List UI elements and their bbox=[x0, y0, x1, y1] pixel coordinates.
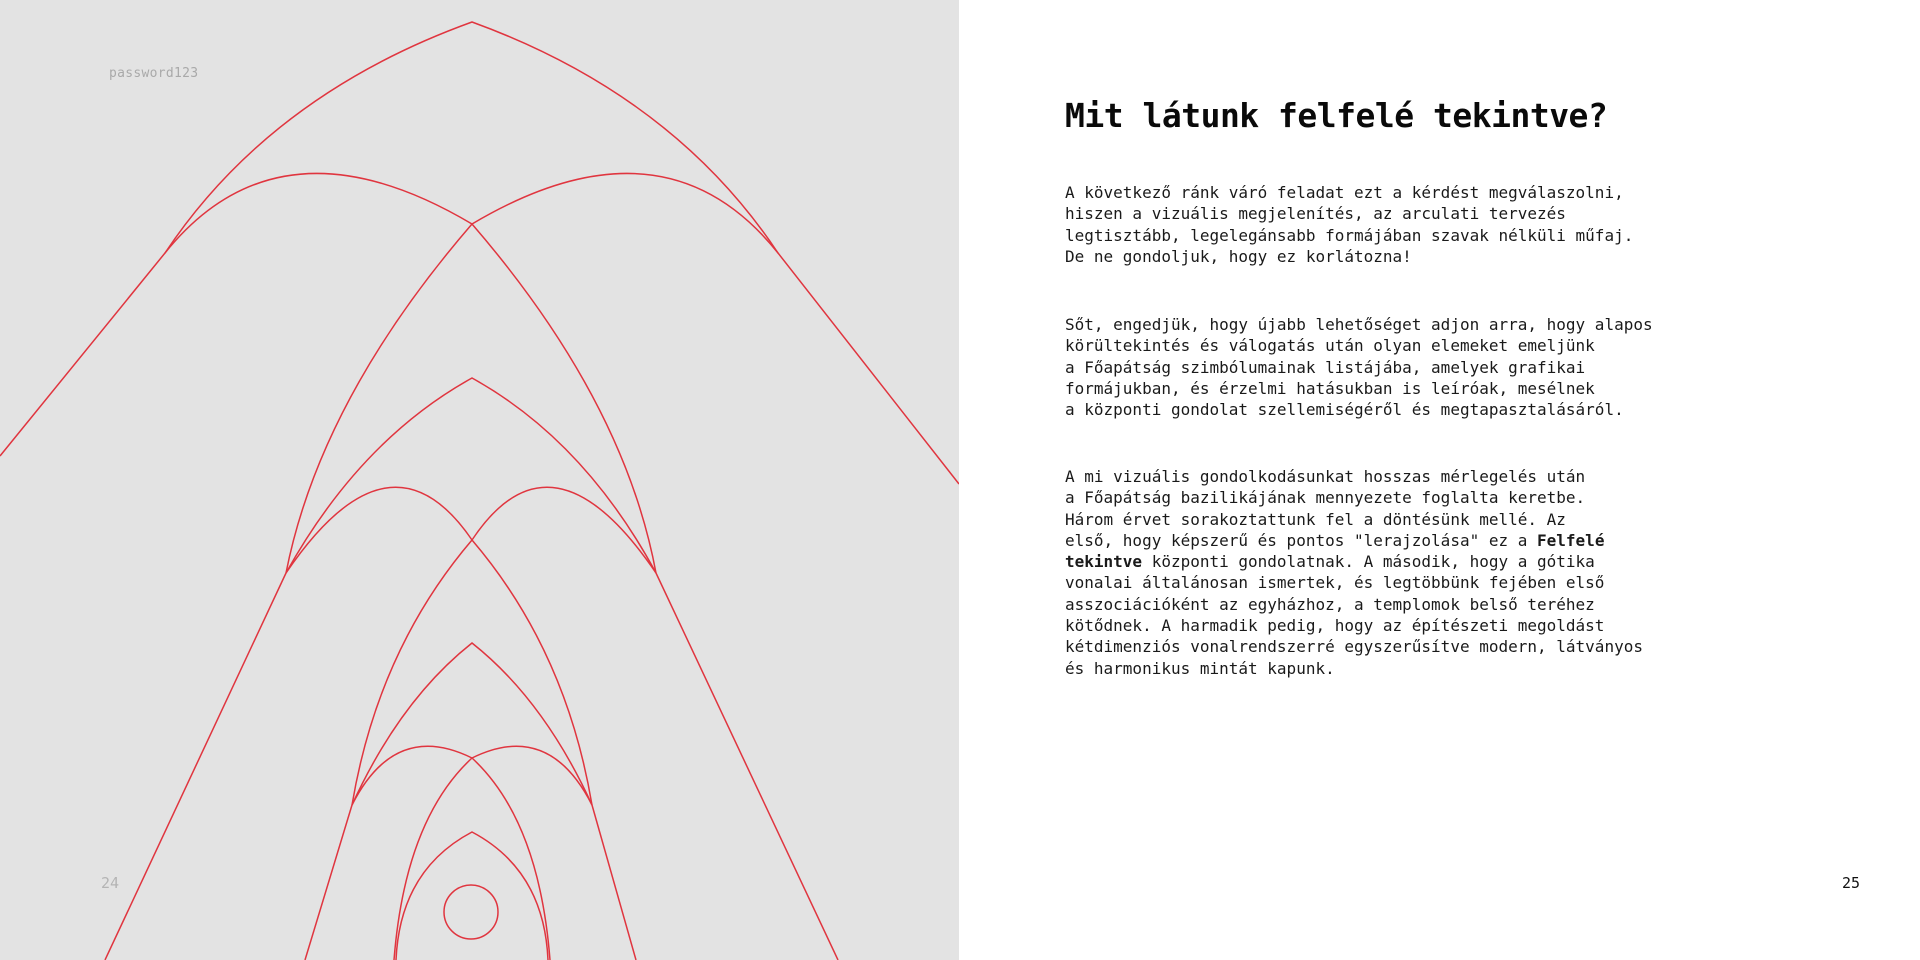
watermark-text: password123 bbox=[109, 66, 199, 81]
low-right-wall bbox=[592, 805, 636, 960]
left-wall-line bbox=[105, 573, 286, 960]
paragraph-line: a Főapátság szimbólumainak listájába, amelyek grafikai bbox=[1065, 357, 1586, 377]
lower-left-rib bbox=[352, 540, 472, 805]
main-left-rib bbox=[286, 224, 472, 573]
upper-right-arch bbox=[472, 173, 778, 253]
inner-arch bbox=[396, 832, 548, 960]
paragraph-line: Sőt, engedjük, hogy újabb lehetőséget adjon arra, hogy alapos bbox=[1065, 315, 1653, 334]
low-right-lobe bbox=[472, 746, 592, 805]
paragraph-line: körültekintés és válogatás után olyan elemeket emeljünk bbox=[1065, 336, 1595, 356]
lower-right-rib bbox=[472, 540, 592, 805]
vault-illustration bbox=[0, 0, 959, 960]
paragraph-line: és harmonikus mintát kapunk. bbox=[1065, 658, 1335, 678]
low-left-wall bbox=[305, 805, 352, 960]
emphasis-text: tekintve bbox=[1065, 552, 1143, 572]
line-text: első, hogy képszerű és pontos "lerajzolása" ez a bbox=[1065, 530, 1538, 550]
paragraph-line: Három érvet sorakoztattunk fel a döntésünk mellé. Az bbox=[1065, 509, 1566, 529]
keystone-circle bbox=[444, 885, 498, 939]
paragraph-line: formájukban, és érzelmi hatásukban is leíróak, mesélnek bbox=[1065, 378, 1595, 398]
low-left-lobe bbox=[352, 746, 472, 805]
left-page bbox=[0, 0, 959, 960]
paragraph-line: legtisztább, legelegánsabb formájában szavak nélküli műfaj. bbox=[1065, 225, 1634, 245]
paragraph-line: hiszen a vizuális megjelenítés, az arculati tervezés bbox=[1065, 204, 1566, 224]
inner-left-rib bbox=[394, 758, 472, 960]
mid-right-lobe bbox=[472, 487, 656, 573]
right-wall-line bbox=[656, 573, 838, 960]
upper-left-arch bbox=[165, 173, 472, 253]
paragraph-line: kétdimenziós vonalrendszerré egyszerűsítve modern, látványos bbox=[1065, 637, 1643, 657]
paragraph-line: a központi gondolat szellemiségéről és megtapasztalásáról. bbox=[1065, 400, 1624, 420]
mid-arch bbox=[286, 378, 656, 573]
paragraph-line: A mi vizuális gondolkodásunkat hosszas mérlegelés után bbox=[1065, 467, 1586, 486]
paragraph-line: kötődnek. A harmadik pedig, hogy az építészeti megoldást bbox=[1065, 616, 1605, 636]
inner-right-rib bbox=[472, 758, 550, 960]
paragraph-1 bbox=[1065, 182, 1865, 267]
main-right-rib bbox=[472, 224, 656, 573]
paragraph-3 bbox=[1065, 466, 1865, 679]
paragraph-line: asszociációként az egyházhoz, a templomok belső teréhez bbox=[1065, 594, 1595, 614]
paragraph-line: A következő ránk váró feladat ezt a kérdést megválaszolni, bbox=[1065, 183, 1624, 202]
paragraph-line bbox=[1065, 530, 1865, 551]
paragraph-line bbox=[1065, 551, 1865, 572]
line-text: központi gondolatnak. A második, hogy a gótika bbox=[1142, 552, 1595, 572]
emphasis-text: Felfelé bbox=[1537, 530, 1605, 550]
mid-left-lobe bbox=[286, 487, 472, 573]
right-page bbox=[959, 0, 1920, 960]
paragraph-line: a Főapátság bazilikájának mennyezete foglalta keretbe. bbox=[1065, 488, 1586, 508]
page-title: Mit látunk felfelé tekintve? bbox=[1065, 96, 1608, 135]
paragraph-2 bbox=[1065, 314, 1865, 420]
outer-arch-line bbox=[0, 22, 959, 484]
page-number-right: 25 bbox=[1841, 874, 1860, 892]
low-arch bbox=[352, 643, 592, 805]
paragraph-line: vonalai általánosan ismertek, és legtöbbünk fejében első bbox=[1065, 573, 1605, 593]
paragraph-line: De ne gondoljuk, hogy ez korlátozna! bbox=[1065, 246, 1412, 266]
page-number-left: 24 bbox=[101, 874, 120, 892]
